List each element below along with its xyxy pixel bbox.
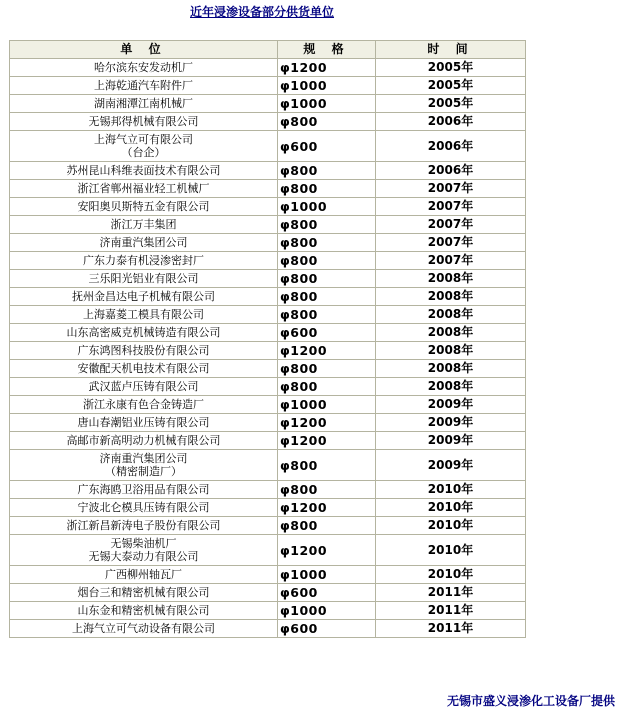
cell-unit [10, 113, 278, 131]
cell-unit [10, 378, 278, 396]
cell-year: 2008年 [376, 378, 526, 396]
cell-unit [10, 77, 278, 95]
unit-name-line: 浙江新昌新涛电子股份有限公司 [66, 519, 221, 532]
cell-unit [10, 499, 278, 517]
cell-year: 2005年 [376, 59, 526, 77]
unit-name-line: 上海乾通汽车附件厂 [94, 79, 193, 92]
cell-year: 2006年 [376, 113, 526, 131]
column-header-spec: 规 格 [278, 41, 376, 59]
cell-year: 2010年 [376, 517, 526, 535]
cell-unit [10, 95, 278, 113]
cell-year: 2011年 [376, 584, 526, 602]
unit-name-line: 上海气立可有限公司 [94, 133, 193, 146]
supplier-table [9, 40, 526, 638]
cell-spec: φ800 [278, 288, 376, 306]
cell-spec: φ1000 [278, 77, 376, 95]
table-row [10, 288, 526, 306]
cell-spec: φ800 [278, 234, 376, 252]
cell-spec: φ800 [278, 481, 376, 499]
cell-unit [10, 566, 278, 584]
cell-unit [10, 252, 278, 270]
cell-year: 2009年 [376, 432, 526, 450]
table-row [10, 342, 526, 360]
unit-name-line: 济南重汽集团公司 [99, 236, 188, 249]
table-row [10, 378, 526, 396]
table-row [10, 414, 526, 432]
table-row [10, 198, 526, 216]
cell-unit [10, 216, 278, 234]
cell-spec: φ800 [278, 162, 376, 180]
cell-spec: φ800 [278, 180, 376, 198]
table-row [10, 499, 526, 517]
table-row [10, 162, 526, 180]
cell-spec: φ1000 [278, 198, 376, 216]
cell-spec: φ800 [278, 113, 376, 131]
table-row [10, 180, 526, 198]
page-title[interactable]: 近年浸渗设备部分供货单位 [190, 5, 335, 19]
cell-year: 2008年 [376, 270, 526, 288]
cell-year: 2007年 [376, 234, 526, 252]
unit-name-line: 山东高密威克机械铸造有限公司 [66, 326, 221, 339]
cell-unit [10, 324, 278, 342]
table-row [10, 481, 526, 499]
cell-spec: φ800 [278, 306, 376, 324]
cell-spec: φ800 [278, 450, 376, 481]
cell-spec: φ1000 [278, 602, 376, 620]
cell-spec: φ1200 [278, 432, 376, 450]
cell-year: 2008年 [376, 324, 526, 342]
cell-year: 2007年 [376, 252, 526, 270]
cell-unit [10, 198, 278, 216]
cell-year: 2009年 [376, 450, 526, 481]
footer-credit: 无锡市盛义浸渗化工设备厂提供 [447, 694, 616, 708]
table-row [10, 252, 526, 270]
cell-unit [10, 450, 278, 481]
cell-year: 2011年 [376, 620, 526, 638]
cell-spec: φ1000 [278, 566, 376, 584]
cell-year: 2010年 [376, 499, 526, 517]
cell-year: 2007年 [376, 216, 526, 234]
cell-year: 2008年 [376, 288, 526, 306]
cell-spec: φ600 [278, 620, 376, 638]
cell-spec: φ1000 [278, 396, 376, 414]
table-row [10, 450, 526, 481]
cell-spec: φ1000 [278, 95, 376, 113]
cell-unit [10, 620, 278, 638]
table-row [10, 324, 526, 342]
unit-name-line: （台企） [121, 146, 166, 159]
table-row [10, 234, 526, 252]
unit-name-line: 安阳奥贝斯特五金有限公司 [77, 200, 210, 213]
cell-spec: φ800 [278, 378, 376, 396]
cell-year: 2010年 [376, 566, 526, 584]
cell-spec: φ800 [278, 360, 376, 378]
unit-name-line: 广东海鸥卫浴用品有限公司 [77, 483, 210, 496]
table-row [10, 620, 526, 638]
unit-name-line: 无锡邦得机械有限公司 [88, 115, 199, 128]
cell-year: 2009年 [376, 414, 526, 432]
table-row [10, 432, 526, 450]
column-header-unit: 单 位 [10, 41, 278, 59]
unit-name-line: 无锡柴油机厂 [110, 537, 177, 550]
unit-name-line: 烟台三和精密机械有限公司 [77, 586, 210, 599]
cell-year: 2005年 [376, 95, 526, 113]
unit-name-line: 无锡大泰动力有限公司 [88, 550, 199, 563]
table-row [10, 216, 526, 234]
cell-spec: φ1200 [278, 342, 376, 360]
unit-name-line: 广东鸿图科技股份有限公司 [77, 344, 210, 357]
table-header [10, 41, 526, 59]
unit-name-line: 高邮市新高明动力机械有限公司 [66, 434, 221, 447]
cell-year: 2007年 [376, 180, 526, 198]
cell-spec: φ600 [278, 584, 376, 602]
unit-name-line: 抚州金昌达电子机械有限公司 [72, 290, 215, 303]
table-row [10, 270, 526, 288]
table-row [10, 59, 526, 77]
cell-unit [10, 517, 278, 535]
cell-year: 2005年 [376, 77, 526, 95]
unit-name-line: 浙江省郸州福业轻工机械厂 [77, 182, 210, 195]
cell-year: 2007年 [376, 198, 526, 216]
cell-unit [10, 59, 278, 77]
cell-unit [10, 342, 278, 360]
unit-name-line: 浙江永康有色合金铸造厂 [83, 398, 204, 411]
table-row [10, 602, 526, 620]
unit-name-line: 上海气立可气动设备有限公司 [72, 622, 215, 635]
cell-year: 2008年 [376, 306, 526, 324]
unit-name-line: 哈尔滨东安发动机厂 [94, 61, 193, 74]
table-row [10, 113, 526, 131]
cell-year: 2006年 [376, 131, 526, 162]
table-body [10, 59, 526, 638]
cell-unit [10, 481, 278, 499]
table-header-row [10, 41, 526, 59]
table-row [10, 535, 526, 566]
unit-name-line: 济南重汽集团公司 [99, 452, 188, 465]
table-row [10, 131, 526, 162]
cell-year: 2006年 [376, 162, 526, 180]
cell-spec: φ1200 [278, 414, 376, 432]
cell-spec: φ1200 [278, 535, 376, 566]
unit-name-line: 唐山春潮铝业压铸有限公司 [77, 416, 210, 429]
cell-unit [10, 270, 278, 288]
column-header-time: 时 间 [376, 41, 526, 59]
cell-spec: φ800 [278, 252, 376, 270]
cell-spec: φ800 [278, 517, 376, 535]
unit-name-line: 上海嘉菱工模具有限公司 [83, 308, 204, 321]
cell-unit [10, 396, 278, 414]
table-row [10, 566, 526, 584]
cell-unit [10, 414, 278, 432]
unit-name-line: 山东金和精密机械有限公司 [77, 604, 210, 617]
cell-unit [10, 535, 278, 566]
unit-name-line: 宁波北仑模具压铸有限公司 [77, 501, 210, 514]
unit-name-line: 浙江万丰集团 [110, 218, 177, 231]
unit-name-line: 广东力泰有机浸渗密封厂 [83, 254, 204, 267]
unit-name-line: 湖南湘潭江南机械厂 [94, 97, 193, 110]
cell-year: 2011年 [376, 602, 526, 620]
cell-year: 2010年 [376, 535, 526, 566]
cell-unit [10, 162, 278, 180]
unit-name-line: 广西柳州轴瓦厂 [105, 568, 182, 581]
unit-name-line: 安徽配天机电技术有限公司 [77, 362, 210, 375]
cell-unit [10, 584, 278, 602]
cell-unit [10, 602, 278, 620]
cell-unit [10, 432, 278, 450]
cell-year: 2009年 [376, 396, 526, 414]
cell-unit [10, 306, 278, 324]
table-row [10, 517, 526, 535]
cell-year: 2010年 [376, 481, 526, 499]
table-row [10, 77, 526, 95]
unit-name-line: 苏州昆山科维表面技术有限公司 [66, 164, 221, 177]
cell-spec: φ600 [278, 324, 376, 342]
cell-unit [10, 360, 278, 378]
table-row [10, 584, 526, 602]
cell-year: 2008年 [376, 342, 526, 360]
table-row [10, 306, 526, 324]
unit-name-line: 武汉蓝卢压铸有限公司 [88, 380, 199, 393]
cell-unit [10, 131, 278, 162]
cell-spec: φ800 [278, 216, 376, 234]
table-row [10, 396, 526, 414]
cell-unit [10, 234, 278, 252]
cell-unit [10, 180, 278, 198]
cell-year: 2008年 [376, 360, 526, 378]
cell-spec: φ600 [278, 131, 376, 162]
cell-spec: φ1200 [278, 499, 376, 517]
unit-name-line: 三乐阳光铝业有限公司 [88, 272, 199, 285]
cell-unit [10, 288, 278, 306]
unit-name-line: （精密制造厂） [105, 465, 182, 478]
cell-spec: φ1200 [278, 59, 376, 77]
cell-spec: φ800 [278, 270, 376, 288]
table-row [10, 95, 526, 113]
table-row [10, 360, 526, 378]
